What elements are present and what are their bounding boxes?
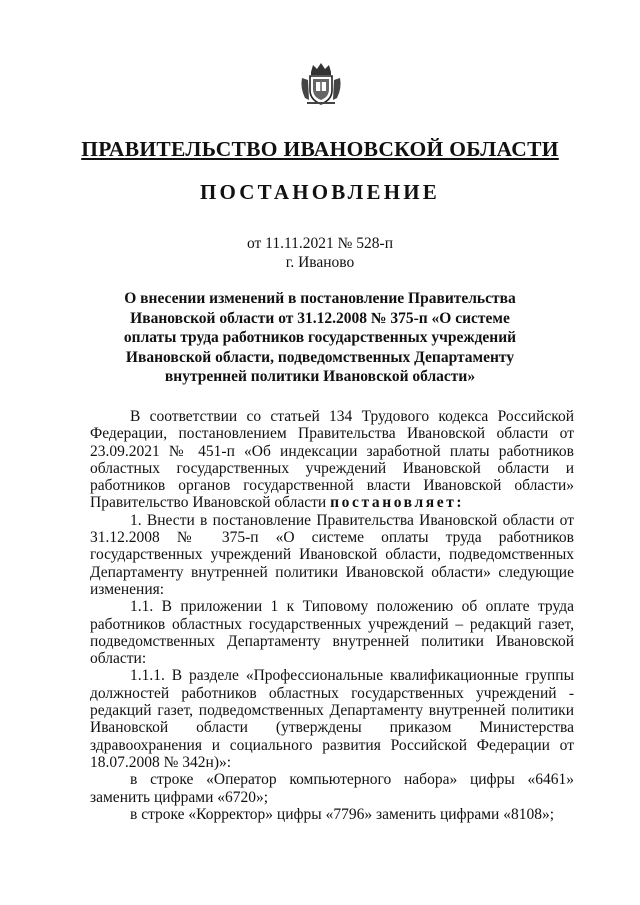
- document-city: г. Иваново: [285, 254, 355, 271]
- document-subject: О внесении изменений в постановление Правительства Ивановской области от 31.12.2008 № 375-п «О системе оплаты труда работников государственных учреждений Ивановской области, подведомственных Департаменту внутренней политики Ивановской области»: [123, 290, 517, 385]
- item-1-paragraph: 1. Внести в постановление Правительства Ивановской области от 31.12.2008 № 375-п «О системе оплаты труда работников государственных учреждений Ивановской области, подведомственных Департаменту внутренней политики Ивановской области» следующие изменения:: [90, 511, 574, 598]
- organization-title: ПРАВИТЕЛЬСТВО ИВАНОВСКОЙ ОБЛАСТИ: [81, 137, 559, 161]
- document-type-title: ПОСТАНОВЛЕНИЕ: [199, 180, 441, 204]
- preamble-text: В соответствии со статьей 134 Трудового кодекса Российской Федерации, постановлением Правительства Ивановской области от 23.09.2021 № 451-п «Об индексации заработной платы работников областных государственных учреждений Ивановской области и работников органов государственной власти Ивановской области» Правительство Ивановской области: [90, 408, 574, 512]
- operator-line-paragraph: в строке «Оператор компьютерного набора» цифры «6461» заменить цифрами «6720»;: [90, 771, 574, 806]
- document-date-number: от 11.11.2021 № 528-п: [246, 235, 394, 252]
- preamble-keyword: постановляет:: [330, 494, 465, 512]
- corrector-line-paragraph: в строке «Корректор» цифры «7796» заменить цифрами «8108»;: [130, 805, 554, 823]
- item-1-1-1-paragraph: 1.1.1. В разделе «Профессиональные квалификационные группы должностей работников областных государственных учреждений - редакций газет, подведомственных Департаменту внутренней политики Ивановской области (утверждены приказом Министерства здравоохранения и социального развития Российской Федерации от 18.07.2008 № 342н)»:: [90, 667, 574, 771]
- preamble-paragraph: [90, 408, 574, 512]
- item-1-1-paragraph: 1.1. В приложении 1 к Типовому положению об оплате труда работников областных государственных учреждений – редакций газет, подведомственных Департаменту внутренней политики Ивановской области:: [90, 598, 574, 668]
- coat-of-arms-icon: [298, 60, 344, 106]
- document-body: [90, 408, 574, 823]
